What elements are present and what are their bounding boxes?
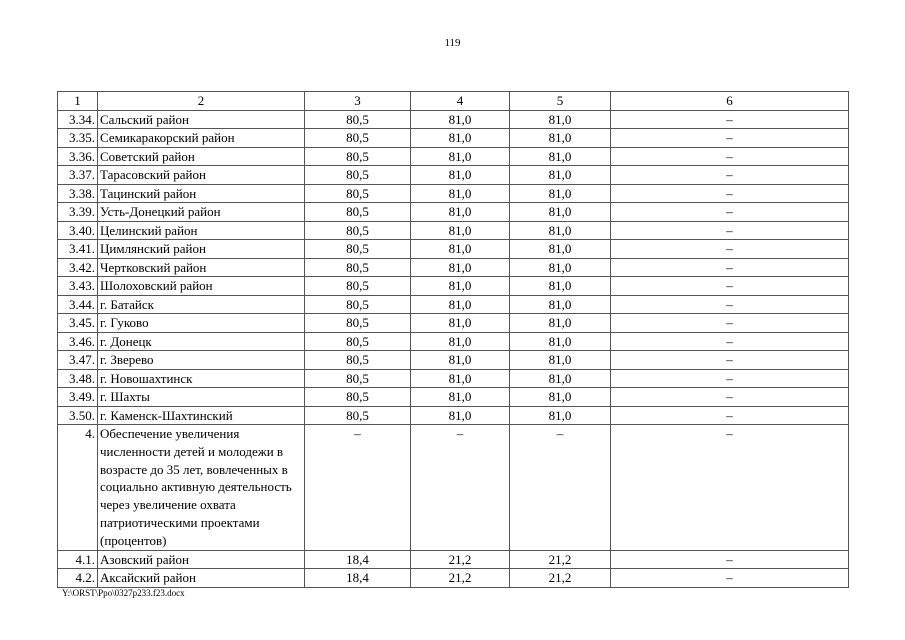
- row-number-cell: 3.47.: [58, 351, 98, 370]
- row-name-cell: Тарасовский район: [98, 166, 305, 185]
- value-col3-cell: 80,5: [305, 295, 411, 314]
- value-col6-cell: –: [611, 569, 849, 588]
- value-col5-cell: 81,0: [510, 332, 611, 351]
- value-col5-cell: 81,0: [510, 110, 611, 129]
- header-cell: 4: [411, 92, 510, 111]
- header-cell: 1: [58, 92, 98, 111]
- value-col3-cell: 80,5: [305, 351, 411, 370]
- table-row: [58, 277, 849, 296]
- value-col5-cell: 81,0: [510, 388, 611, 407]
- header-cell: 6: [611, 92, 849, 111]
- row-name-cell: Тацинский район: [98, 184, 305, 203]
- row-number-cell: 3.36.: [58, 147, 98, 166]
- row-name-cell: Усть-Донецкий район: [98, 203, 305, 222]
- value-col3-cell: 80,5: [305, 203, 411, 222]
- value-col3-cell: 80,5: [305, 388, 411, 407]
- value-col5-cell: 21,2: [510, 569, 611, 588]
- table-row: [58, 203, 849, 222]
- value-col3-cell: 80,5: [305, 147, 411, 166]
- row-name-cell: Целинский район: [98, 221, 305, 240]
- value-col4-cell: 81,0: [411, 277, 510, 296]
- value-col3-cell: 80,5: [305, 369, 411, 388]
- row-name-cell: г. Каменск-Шахтинский: [98, 406, 305, 425]
- value-col6-cell: –: [611, 277, 849, 296]
- value-col5-cell: 81,0: [510, 277, 611, 296]
- value-col6-cell: –: [611, 203, 849, 222]
- row-name-cell: Азовский район: [98, 550, 305, 569]
- row-name-cell: г. Донецк: [98, 332, 305, 351]
- row-number-cell: 3.40.: [58, 221, 98, 240]
- value-col4-cell: 21,2: [411, 569, 510, 588]
- value-col6-cell: –: [611, 388, 849, 407]
- value-col4-cell: –: [411, 425, 510, 551]
- row-name-cell: г. Новошахтинск: [98, 369, 305, 388]
- table-row: [58, 295, 849, 314]
- value-col3-cell: 80,5: [305, 406, 411, 425]
- value-col6-cell: –: [611, 110, 849, 129]
- row-name-cell: г. Шахты: [98, 388, 305, 407]
- table-row: [58, 569, 849, 588]
- row-number-cell: 3.44.: [58, 295, 98, 314]
- value-col6-cell: –: [611, 240, 849, 259]
- row-number-cell: 3.37.: [58, 166, 98, 185]
- value-col4-cell: 81,0: [411, 369, 510, 388]
- row-name-cell: г. Зверево: [98, 351, 305, 370]
- row-name-cell: Чертковский район: [98, 258, 305, 277]
- row-number-cell: 4.2.: [58, 569, 98, 588]
- table-row: [58, 332, 849, 351]
- table-row: [58, 166, 849, 185]
- value-col4-cell: 81,0: [411, 295, 510, 314]
- row-number-cell: 3.42.: [58, 258, 98, 277]
- value-col3-cell: 80,5: [305, 221, 411, 240]
- value-col4-cell: 81,0: [411, 147, 510, 166]
- value-col3-cell: 80,5: [305, 258, 411, 277]
- value-col4-cell: 81,0: [411, 166, 510, 185]
- row-name-cell: г. Гуково: [98, 314, 305, 333]
- value-col4-cell: 81,0: [411, 351, 510, 370]
- value-col6-cell: –: [611, 351, 849, 370]
- page-number: 119: [444, 37, 461, 49]
- table-row: [58, 369, 849, 388]
- value-col5-cell: 81,0: [510, 406, 611, 425]
- value-col6-cell: –: [611, 258, 849, 277]
- value-col3-cell: 80,5: [305, 240, 411, 259]
- table-row: [58, 240, 849, 259]
- row-name-cell: Аксайский район: [98, 569, 305, 588]
- row-name-cell: Цимлянский район: [98, 240, 305, 259]
- value-col5-cell: 81,0: [510, 351, 611, 370]
- value-col5-cell: 81,0: [510, 258, 611, 277]
- table-row: [58, 388, 849, 407]
- row-number-cell: 4.: [58, 425, 98, 551]
- row-number-cell: 3.35.: [58, 129, 98, 148]
- value-col3-cell: 18,4: [305, 569, 411, 588]
- value-col5-cell: 81,0: [510, 221, 611, 240]
- footer-file-path: Y:\ORST\Ppo\0327p233.f23.docx: [62, 588, 185, 598]
- row-number-cell: 3.46.: [58, 332, 98, 351]
- row-number-cell: 3.50.: [58, 406, 98, 425]
- value-col6-cell: –: [611, 295, 849, 314]
- value-col4-cell: 81,0: [411, 110, 510, 129]
- value-col3-cell: 80,5: [305, 332, 411, 351]
- row-number-cell: 3.38.: [58, 184, 98, 203]
- value-col5-cell: 81,0: [510, 240, 611, 259]
- value-col6-cell: –: [611, 369, 849, 388]
- value-col4-cell: 81,0: [411, 203, 510, 222]
- row-number-cell: 3.43.: [58, 277, 98, 296]
- value-col6-cell: –: [611, 550, 849, 569]
- value-col4-cell: 81,0: [411, 240, 510, 259]
- value-col5-cell: 81,0: [510, 147, 611, 166]
- table-row: [58, 221, 849, 240]
- row-number-cell: 3.34.: [58, 110, 98, 129]
- value-col3-cell: 80,5: [305, 277, 411, 296]
- value-col5-cell: 81,0: [510, 295, 611, 314]
- value-col6-cell: –: [611, 406, 849, 425]
- value-col4-cell: 81,0: [411, 332, 510, 351]
- row-name-cell: Шолоховский район: [98, 277, 305, 296]
- header-cell: 3: [305, 92, 411, 111]
- value-col3-cell: 80,5: [305, 314, 411, 333]
- row-number-cell: 3.49.: [58, 388, 98, 407]
- value-col5-cell: 81,0: [510, 314, 611, 333]
- value-col5-cell: 81,0: [510, 184, 611, 203]
- value-col5-cell: 81,0: [510, 166, 611, 185]
- row-name-cell: Сальский район: [98, 110, 305, 129]
- row-number-cell: 3.41.: [58, 240, 98, 259]
- value-col4-cell: 81,0: [411, 129, 510, 148]
- value-col6-cell: –: [611, 166, 849, 185]
- value-col3-cell: –: [305, 425, 411, 551]
- value-col4-cell: 81,0: [411, 388, 510, 407]
- row-name-cell: Семикаракорский район: [98, 129, 305, 148]
- value-col5-cell: 81,0: [510, 203, 611, 222]
- row-number-cell: 3.39.: [58, 203, 98, 222]
- header-cell: 5: [510, 92, 611, 111]
- value-col3-cell: 18,4: [305, 550, 411, 569]
- value-col4-cell: 81,0: [411, 406, 510, 425]
- value-col4-cell: 81,0: [411, 314, 510, 333]
- row-name-cell: Обеспечение увеличения численности детей и молодежи в возрасте до 35 лет, вовлеченных в социально активную деятельность через увеличение охвата патриотическими проектами (процентов): [98, 425, 305, 551]
- table-row: [58, 147, 849, 166]
- row-number-cell: 3.45.: [58, 314, 98, 333]
- table-row: [58, 550, 849, 569]
- value-col4-cell: 81,0: [411, 221, 510, 240]
- value-col5-cell: 81,0: [510, 369, 611, 388]
- value-col3-cell: 80,5: [305, 129, 411, 148]
- value-col3-cell: 80,5: [305, 184, 411, 203]
- value-col6-cell: –: [611, 332, 849, 351]
- table-row: [58, 110, 849, 129]
- table-row: [58, 351, 849, 370]
- value-col6-cell: –: [611, 184, 849, 203]
- value-col3-cell: 80,5: [305, 110, 411, 129]
- value-col6-cell: –: [611, 221, 849, 240]
- table-row: [58, 258, 849, 277]
- value-col6-cell: –: [611, 314, 849, 333]
- value-col5-cell: 21,2: [510, 550, 611, 569]
- indicator-table: [57, 91, 849, 588]
- table-row: [58, 406, 849, 425]
- value-col6-cell: –: [611, 129, 849, 148]
- table-row: [58, 184, 849, 203]
- row-number-cell: 4.1.: [58, 550, 98, 569]
- value-col4-cell: 81,0: [411, 184, 510, 203]
- value-col4-cell: 81,0: [411, 258, 510, 277]
- value-col6-cell: –: [611, 147, 849, 166]
- table-row: [58, 425, 849, 551]
- row-number-cell: 3.48.: [58, 369, 98, 388]
- value-col5-cell: 81,0: [510, 129, 611, 148]
- table-row: [58, 314, 849, 333]
- value-col4-cell: 21,2: [411, 550, 510, 569]
- value-col3-cell: 80,5: [305, 166, 411, 185]
- row-name-cell: г. Батайск: [98, 295, 305, 314]
- value-col5-cell: –: [510, 425, 611, 551]
- header-cell: 2: [98, 92, 305, 111]
- table-row: [58, 129, 849, 148]
- row-name-cell: Советский район: [98, 147, 305, 166]
- value-col6-cell: –: [611, 425, 849, 551]
- table-header-row: [58, 92, 849, 111]
